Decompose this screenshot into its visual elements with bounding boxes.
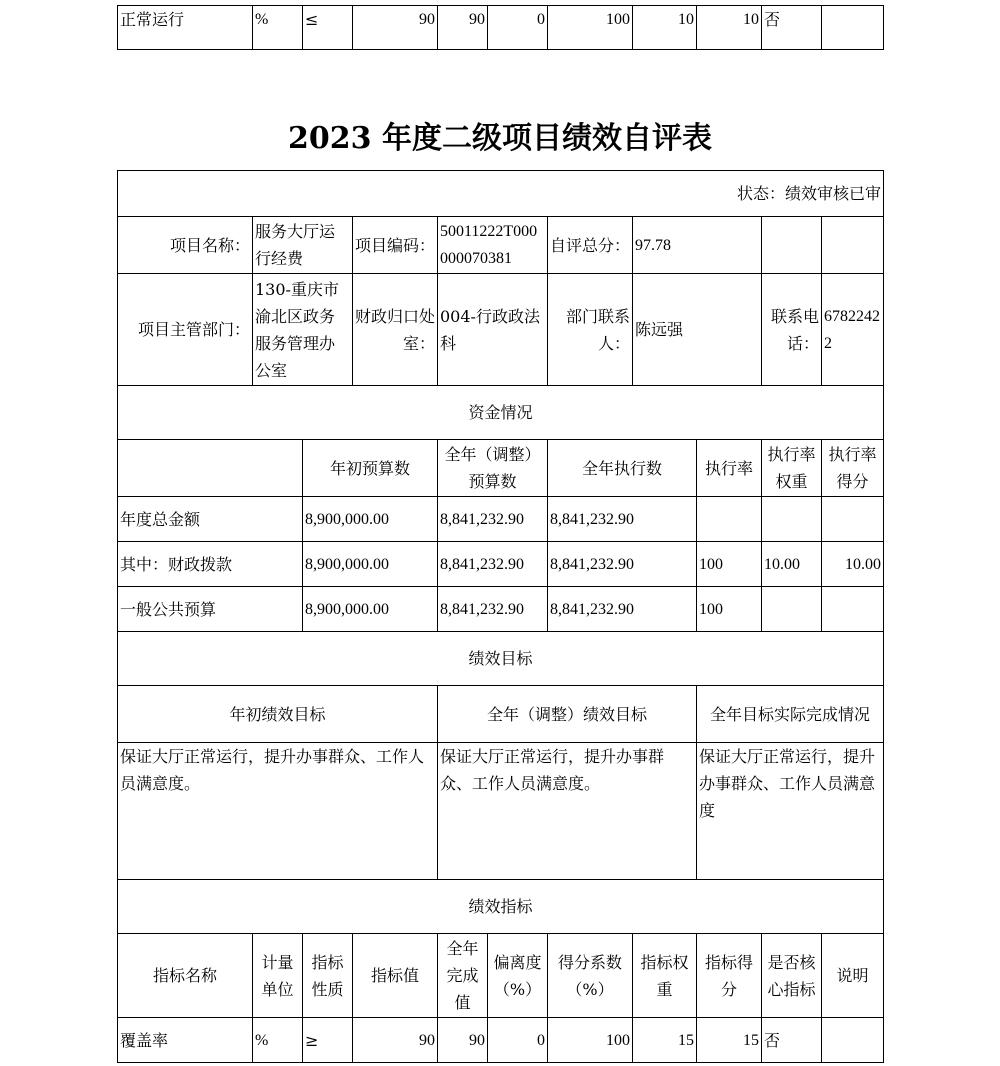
status-text: 状态：绩效审核已审 <box>118 171 884 217</box>
page-title: 2023 年度二级项目绩效自评表 <box>288 121 712 156</box>
funds-initial: 8,900,000.00 <box>303 497 438 542</box>
goal-initial-text: 保证大厅正常运行，提升办事群众、工作人员满意度。 <box>118 743 438 880</box>
indicator-core: 否 <box>762 1018 822 1063</box>
funds-header-executed: 全年执行数 <box>548 440 697 497</box>
indicator-nature: ≤ <box>303 6 353 50</box>
funds-rate: 100 <box>697 542 762 587</box>
funds-initial: 8,900,000.00 <box>303 542 438 587</box>
funds-initial: 8,900,000.00 <box>303 587 438 632</box>
indicator-actual: 90 <box>438 1018 488 1063</box>
indicator-weight: 15 <box>633 1018 697 1063</box>
funds-rate <box>697 497 762 542</box>
goal-adjusted-text: 保证大厅正常运行，提升办事群众、工作人员满意度。 <box>438 743 697 880</box>
ind-header-core: 是否核心指标 <box>762 934 822 1018</box>
ind-header-actual: 全年完成值 <box>438 934 488 1018</box>
ind-header-score: 指标得分 <box>697 934 762 1018</box>
goals-header-adjusted: 全年（调整）绩效目标 <box>438 686 697 743</box>
funds-row-label: 其中：财政拨款 <box>118 542 303 587</box>
funds-executed: 8,841,232.90 <box>548 587 697 632</box>
indicator-note <box>822 6 884 50</box>
finance-office-label: 财政归口处室： <box>353 274 438 386</box>
project-code: 50011222T000000070381 <box>438 217 548 274</box>
funds-header-rate: 执行率 <box>697 440 762 497</box>
contact-name: 陈远强 <box>633 274 762 386</box>
ind-header-nature: 指标性质 <box>303 934 353 1018</box>
indicator-unit: % <box>253 1018 303 1063</box>
indicator-unit: % <box>253 6 303 50</box>
funds-score <box>822 587 884 632</box>
ind-header-note: 说明 <box>822 934 884 1018</box>
goals-header-actual: 全年目标实际完成情况 <box>697 686 884 743</box>
funds-header-weight: 执行率权重 <box>762 440 822 497</box>
indicator-name: 覆盖率 <box>118 1018 253 1063</box>
funds-header-score: 执行率得分 <box>822 440 884 497</box>
funds-rate: 100 <box>697 587 762 632</box>
project-name: 服务大厅运行经费 <box>253 217 353 274</box>
funds-header-blank <box>118 440 303 497</box>
dept-label: 项目主管部门： <box>118 274 253 386</box>
phone-label: 联系电话： <box>762 274 822 386</box>
ind-header-weight: 指标权重 <box>633 934 697 1018</box>
table-row <box>118 587 884 632</box>
phone-number: 67822422 <box>822 274 884 386</box>
indicator-score: 10 <box>697 6 762 50</box>
indicator-deviation: 0 <box>488 6 548 50</box>
project-code-label: 项目编码： <box>353 217 438 274</box>
indicator-actual: 90 <box>438 6 488 50</box>
goals-header-initial: 年初绩效目标 <box>118 686 438 743</box>
funds-row-label: 一般公共预算 <box>118 587 303 632</box>
self-score: 97.78 <box>633 217 762 274</box>
indicator-note <box>822 1018 884 1063</box>
ind-header-unit: 计量单位 <box>253 934 303 1018</box>
funds-executed: 8,841,232.90 <box>548 542 697 587</box>
indicator-target: 90 <box>353 1018 438 1063</box>
project-name-label: 项目名称： <box>118 217 253 274</box>
ind-header-deviation: 偏离度（%） <box>488 934 548 1018</box>
ind-header-score-coef: 得分系数（%） <box>548 934 633 1018</box>
funds-weight <box>762 587 822 632</box>
finance-office: 004-行政政法科 <box>438 274 548 386</box>
ind-header-target: 指标值 <box>353 934 438 1018</box>
self-score-label: 自评总分： <box>548 217 633 274</box>
indicator-score: 15 <box>697 1018 762 1063</box>
funds-executed: 8,841,232.90 <box>548 497 697 542</box>
table-row <box>118 1018 884 1063</box>
indicator-nature: ≥ <box>303 1018 353 1063</box>
funds-score <box>822 497 884 542</box>
table-row <box>118 6 884 50</box>
funds-header-adjusted: 全年（调整）预算数 <box>438 440 548 497</box>
funds-weight: 10.00 <box>762 542 822 587</box>
funds-score: 10.00 <box>822 542 884 587</box>
table-row <box>118 542 884 587</box>
dept-name: 130-重庆市渝北区政务服务管理办公室 <box>253 274 353 386</box>
indicator-weight: 10 <box>633 6 697 50</box>
funds-adjusted: 8,841,232.90 <box>438 542 548 587</box>
table-row <box>118 497 884 542</box>
indicator-deviation: 0 <box>488 1018 548 1063</box>
indicator-score-coef: 100 <box>548 1018 633 1063</box>
funds-header-initial: 年初预算数 <box>303 440 438 497</box>
indicators-section-title: 绩效指标 <box>118 880 884 934</box>
ind-header-name: 指标名称 <box>118 934 253 1018</box>
contact-label: 部门联系人： <box>548 274 633 386</box>
indicator-score-coef: 100 <box>548 6 633 50</box>
indicator-target: 90 <box>353 6 438 50</box>
indicator-core: 否 <box>762 6 822 50</box>
funds-row-label: 年度总金额 <box>118 497 303 542</box>
funds-section-title: 资金情况 <box>118 386 884 440</box>
top-indicator-table <box>117 5 884 50</box>
funds-adjusted: 8,841,232.90 <box>438 497 548 542</box>
funds-adjusted: 8,841,232.90 <box>438 587 548 632</box>
goal-actual-text: 保证大厅正常运行，提升办事群众、工作人员满意度 <box>697 743 884 880</box>
goals-section-title: 绩效目标 <box>118 632 884 686</box>
indicator-name: 正常运行 <box>118 6 253 50</box>
evaluation-table <box>117 170 884 1063</box>
funds-weight <box>762 497 822 542</box>
